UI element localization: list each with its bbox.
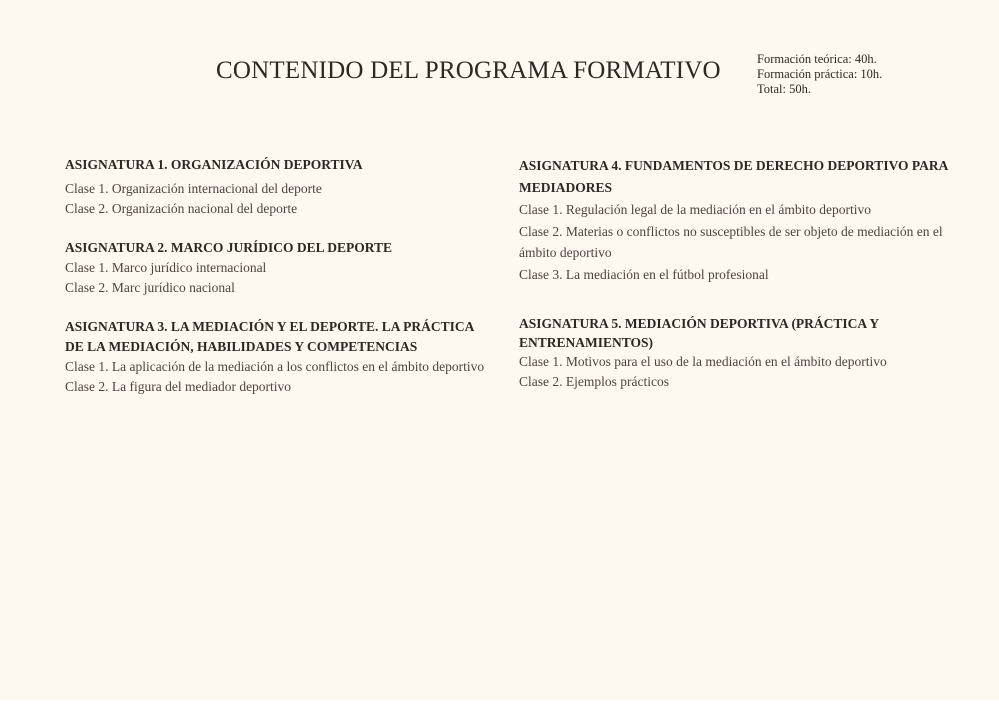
subject-title: ASIGNATURA 1. ORGANIZACIÓN DEPORTIVA bbox=[65, 157, 363, 172]
subject-4 bbox=[519, 155, 949, 285]
hours-summary bbox=[757, 52, 882, 97]
page-title: CONTENIDO DEL PROGRAMA FORMATIVO bbox=[216, 57, 721, 84]
left-column bbox=[65, 155, 495, 397]
class-item: Clase 2. Materias o conflictos no susceptibles de ser objeto de mediación en el ámbito deportivo bbox=[519, 223, 943, 260]
class-item: Clase 1. Marco jurídico internacional bbox=[65, 260, 267, 275]
subject-title: ASIGNATURA 2. MARCO JURÍDICO DEL DEPORTE bbox=[65, 240, 393, 255]
page-bottom-edge bbox=[0, 700, 999, 712]
subject-3 bbox=[65, 317, 495, 397]
class-item: Clase 1. Organización internacional del deporte bbox=[65, 181, 322, 196]
total-hours: Total: 50h. bbox=[757, 82, 811, 96]
class-item: Clase 2. Ejemplos prácticos bbox=[519, 373, 669, 389]
class-item: Clase 3. La mediación en el fútbol profesional bbox=[519, 266, 769, 282]
subject-2 bbox=[65, 238, 495, 298]
class-item: Clase 2. La figura del mediador deportivo bbox=[65, 379, 292, 394]
class-item: Clase 1. La aplicación de la mediación a los conflictos en el ámbito deportivo bbox=[65, 359, 485, 374]
class-item: Clase 2. Marc jurídico nacional bbox=[65, 280, 235, 295]
class-item: Clase 2. Organización nacional del deporte bbox=[65, 201, 298, 216]
practice-hours: Formación práctica: 10h. bbox=[757, 67, 883, 81]
class-item: Clase 1. Motivos para el uso de la mediación en el ámbito deportivo bbox=[519, 354, 887, 369]
subject-title: ASIGNATURA 3. LA MEDIACIÓN Y EL DEPORTE. LA PRÁCTICA DE LA MEDIACIÓN, HABILIDADES Y COMPETENCIAS bbox=[65, 319, 474, 354]
right-column bbox=[519, 155, 949, 391]
subject-1 bbox=[65, 155, 495, 219]
subject-title: ASIGNATURA 5. MEDIACIÓN DEPORTIVA (PRÁCTICA Y ENTRENAMIENTOS) bbox=[519, 316, 879, 350]
subject-5 bbox=[519, 314, 949, 391]
theory-hours: Formación teórica: 40h. bbox=[757, 52, 877, 66]
subject-title: ASIGNATURA 4. FUNDAMENTOS DE DERECHO DEPORTIVO PARA MEDIADORES bbox=[519, 158, 948, 195]
class-item: Clase 1. Regulación legal de la mediación en el ámbito deportivo bbox=[519, 202, 872, 217]
